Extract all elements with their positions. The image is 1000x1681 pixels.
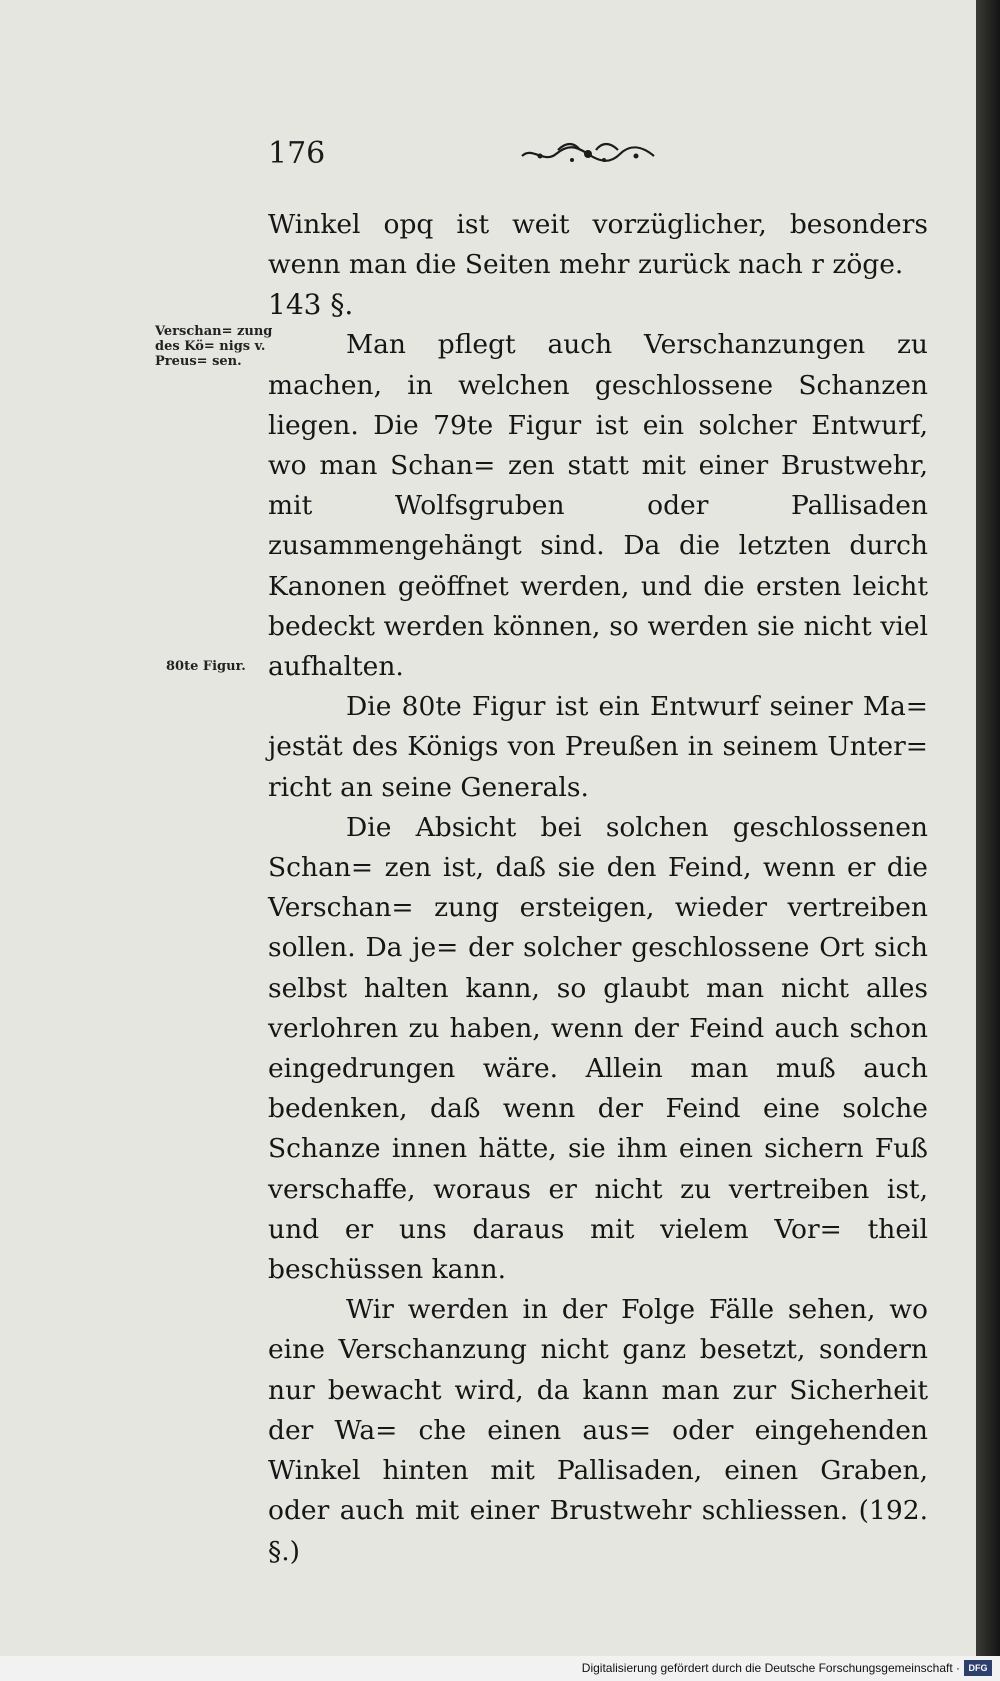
paragraph: Die Absicht bei solchen geschlossenen Schan= zen ist, daß sie den Feind, wenn er die Verschan= zung ersteigen, wieder vertreiben sollen. Da je= der solcher geschlossene Ort sich selbst halten kann, so glaubt man nicht alles verlohren zu haben, wenn der Feind auch schon eingedrungen wäre. Allein man muß auch bedenken, daß wenn der Feind eine solche Schanze innen hätte, sie ihm einen sichern Fuß verschaffe, woraus er nicht zu vertreiben ist, und er uns daraus mit vielem Vor= theil beschüssen kann. [268,811,928,1286]
page-header [0,136,976,176]
marginal-note-verschanzung: Verschan= zung des Kö= nigs v. Preus= sen. [155,324,273,369]
book-spine [976,0,1000,1656]
paragraph: Man pflegt auch Verschanzungen zu machen, in welchen geschlossene Schanzen liegen. Die 79te Figur ist ein solcher Entwurf, wo man Schan= zen statt mit einer Brustwehr, mit Wolfsgruben oder Pallisaden zusammengehängt sind. Da die letzten durch Kanonen geöffnet werden, und die ersten leicht bedeckt werden können, so werden sie nicht viel aufhalten. [268,329,928,683]
digitization-footer [0,1656,1000,1681]
paragraph: Winkel opq ist weit vorzüglicher, besonders wenn man die Seiten mehr zurück nach r zöge. [268,209,928,281]
marginal-note-figure: 80te Figur. [166,659,246,674]
paragraph: Wir werden in der Folge Fälle sehen, wo eine Verschanzung nicht ganz besetzt, sondern nur bewacht wird, da kann man zur Sicherheit der Wa= che einen aus= oder eingehenden Winkel hinten mit Pallisaden, einen Graben, oder auch mit einer Brustwehr schliessen. (192. §.) [268,1294,928,1567]
ornament-icon [518,140,658,168]
body-text [268,205,928,1572]
section-heading: 143 §. [268,288,354,322]
page-number: 176 [268,136,326,171]
paragraph: Die 80te Figur ist ein Entwurf seiner Ma= jestät des Königs von Preußen in seinem Unter= richt an seine Generals. [268,691,928,803]
footer-text: Digitalisierung gefördert durch die Deutsche Forschungsgemeinschaft · [581,1661,960,1675]
dfg-logo: DFG [964,1660,992,1676]
